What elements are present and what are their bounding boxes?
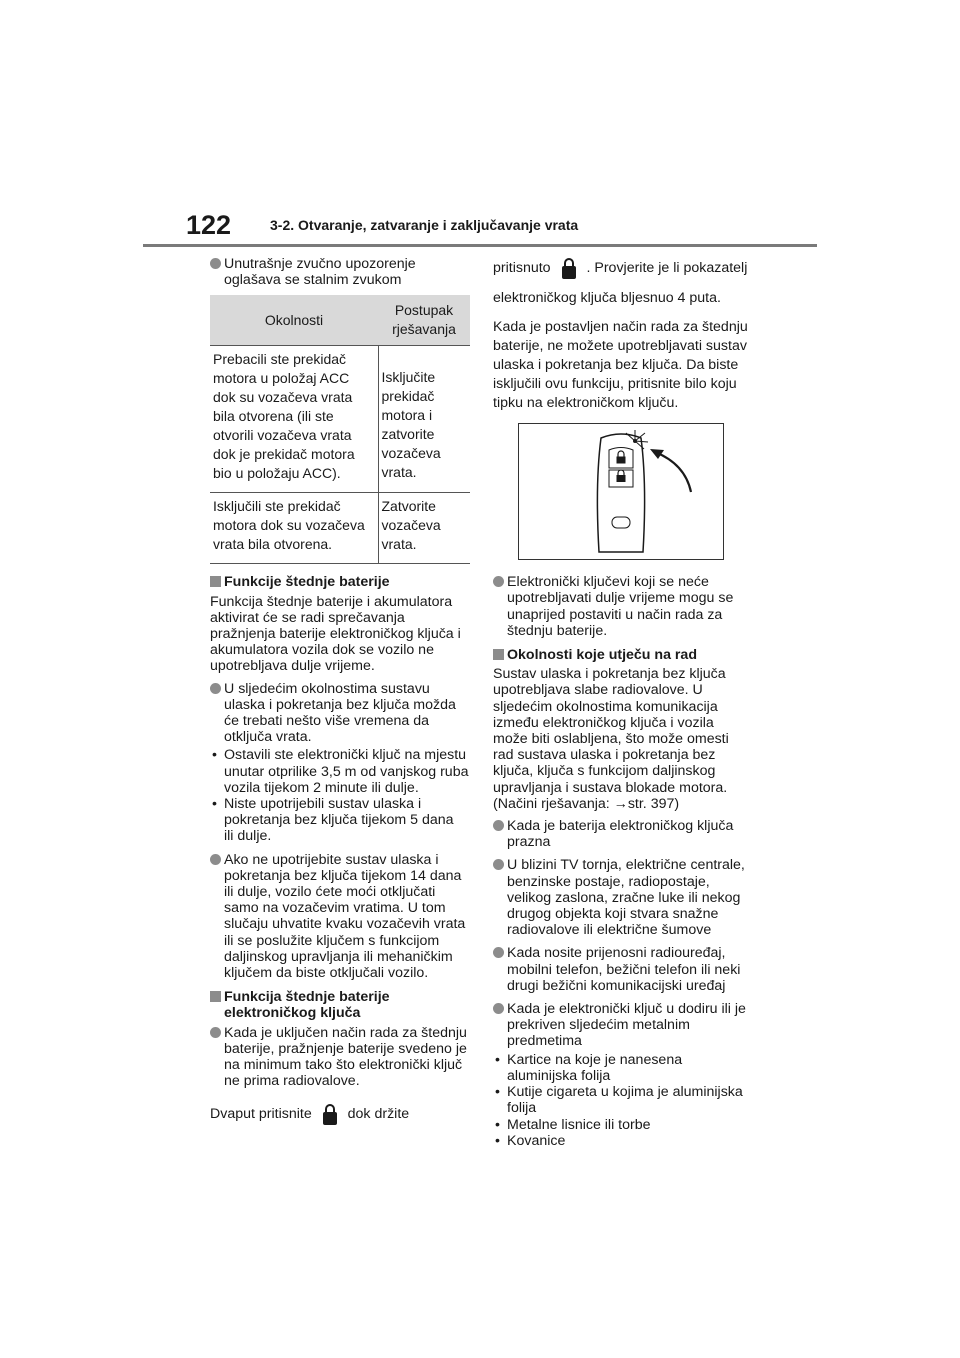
table-cell <box>210 493 378 564</box>
text-line: Zatvorite <box>381 498 436 515</box>
text-line: radiovalove ili električne šumove <box>507 922 712 939</box>
text-line: Elektronički ključevi koji se neće <box>507 574 709 591</box>
header-rule <box>143 244 817 247</box>
circumstances-table <box>210 295 470 564</box>
text-line: U blizini TV tornja, električne centrale, <box>507 857 745 874</box>
text-line: bila otvorena (ili ste <box>213 408 334 425</box>
bullet-item <box>493 945 751 994</box>
text-line: vrata. <box>381 464 417 481</box>
text-line: pražnjenja baterije elektroničkog ključa i <box>210 626 461 643</box>
text-line: baterije, ne možete upotrebljavati sustav <box>493 338 747 355</box>
table-header-circumstances: Okolnosti <box>210 295 378 346</box>
table-cell <box>210 346 378 493</box>
heading-text: elektroničkog ključa <box>224 1005 361 1022</box>
table-cell <box>378 493 470 564</box>
text-span: . Provjerite je li pokazatelj <box>586 259 748 276</box>
circle-bullet-icon <box>493 820 504 831</box>
table-cell <box>378 346 470 493</box>
sub-list <box>210 747 470 844</box>
dot-marker-icon: • <box>212 796 217 813</box>
circle-bullet-icon <box>210 683 221 694</box>
text-line: tipku na elektroničkom ključu. <box>493 395 679 412</box>
section-heading <box>493 647 751 663</box>
text-line: ključa, ključa s funkcijom daljinskog <box>493 763 716 780</box>
table-row <box>210 493 470 564</box>
text-line: dok su vozačeva vrata <box>213 389 353 406</box>
key-fob-figure <box>518 423 724 560</box>
text-line: upotrebljavati dulje vrijeme mogu se <box>507 590 734 607</box>
text-line: upotrebljava dulje vrijeme. <box>210 658 375 675</box>
text-line: unaprijed postaviti u način rada za <box>507 606 723 623</box>
circle-bullet-icon <box>210 258 221 269</box>
sub-list-item <box>493 1052 751 1084</box>
page-reference[interactable]: (Načini rješavanja: →str. 397) <box>493 795 680 812</box>
text-line: otključa vrata. <box>224 729 312 746</box>
paragraph <box>210 1102 470 1126</box>
text-line: rad sustava ulaska i pokretanja bez <box>493 747 716 764</box>
text-line: na minimum tako što elektronički ključ <box>224 1057 463 1074</box>
text-line: će trebati nešto više vremena da <box>224 713 430 730</box>
chapter-title: 3-2. Otvaranje, zatvaranje i zaključavanje vrata <box>270 217 579 233</box>
text-line: Ostavili ste elektronički ključ na mjestu <box>224 747 467 764</box>
section-heading <box>210 574 470 590</box>
text-line: predmetima <box>507 1033 582 1050</box>
text-line: štednju baterije. <box>507 622 608 639</box>
text-line: sljedećim okolnostima komunikacija <box>493 698 718 715</box>
bullet-item <box>210 1025 470 1090</box>
electronic-key-illustration <box>519 424 723 559</box>
heading-text: Okolnosti koje utječu na rad <box>507 647 697 664</box>
text-line: Funkcija štednje baterije i akumulatora <box>210 593 453 610</box>
text-line: ulaska i pokretanja bez ključa možda <box>224 696 456 713</box>
bullet-item <box>210 852 470 982</box>
text-line: otvorili vozačeva vrata <box>213 427 352 444</box>
heading-text: Funkcija štednje baterije <box>224 989 390 1006</box>
text-line: samo na vozačevim vratima. U tom <box>224 900 446 917</box>
text-line: motora dok su vozačeva <box>213 517 365 534</box>
circle-bullet-icon <box>493 859 504 870</box>
text-line: između elektroničkog ključa i vozila <box>493 714 714 731</box>
text-line: motora u položaj ACC <box>213 370 350 387</box>
text-line: Postupak <box>394 302 454 319</box>
text-line: vozačeva <box>381 445 441 462</box>
text-line: drugi bežični komunikacijski uređaj <box>507 977 726 994</box>
bullet-item <box>493 818 751 850</box>
text-line: upravljanja i sustava blokade motora. <box>493 779 728 796</box>
page-number: 122 <box>186 210 232 240</box>
sub-list <box>493 1052 751 1149</box>
sub-list-item <box>493 1133 751 1149</box>
left-column <box>210 256 470 1132</box>
dot-marker-icon: • <box>495 1051 500 1068</box>
text-line: ne prima radiovalove. <box>224 1073 360 1090</box>
text-line: prekidač <box>381 388 435 405</box>
text-line: Isključite <box>381 369 436 386</box>
section-heading <box>210 989 470 1021</box>
sub-list-item <box>210 796 470 845</box>
sub-list-item <box>493 1084 751 1116</box>
text-line: daljinskog upravljanja ili mehaničkim <box>224 948 453 965</box>
text-line: motora i <box>381 407 433 424</box>
text-line: Kovanice <box>507 1132 566 1149</box>
text-line: velikog zaslona, zračne luke ili nekog <box>507 889 741 906</box>
right-column <box>493 256 751 1156</box>
bullet-item <box>210 256 470 288</box>
text-line: dok je prekidač motora <box>213 446 355 463</box>
text-line: oglašava se stalnim zvukom <box>224 272 402 289</box>
text-span: dok držite <box>347 1105 410 1122</box>
text-line: vozačeva <box>381 517 441 534</box>
table-header-remedy <box>378 295 470 346</box>
text-line: pokretanja bez ključa tijekom 5 dana <box>224 812 454 829</box>
circle-bullet-icon <box>210 1027 221 1038</box>
text-line: ili se poslužite ključem s funkcijom <box>224 932 440 949</box>
sub-list-item <box>493 1117 751 1133</box>
bullet-item <box>493 574 751 639</box>
text-line: isključili ovu funkciju, pritisnite bilo koju <box>493 376 737 393</box>
text-line: ili dulje, vozilo ćete moći otključati <box>224 884 436 901</box>
text-line: vrata bila otvorena. <box>213 536 333 553</box>
circle-bullet-icon <box>493 1003 504 1014</box>
text-line: aluminijska folija <box>507 1067 611 1084</box>
text-line: elektroničkog ključa bljesnuo 4 puta. <box>493 290 721 306</box>
lock-button-icon <box>561 256 577 280</box>
text-line: U sljedećim okolnostima sustavu <box>224 680 430 697</box>
text-line: Niste upotrijebili sustav ulaska i <box>224 796 422 813</box>
circle-bullet-icon <box>493 576 504 587</box>
text-line: Kartice na koje je nanesena <box>507 1051 683 1068</box>
square-heading-icon <box>210 576 221 587</box>
text-line: Kada je uključen način rada za štednju <box>224 1024 467 1041</box>
text-line: ulaska i pokretanja bez ključa. Da biste <box>493 357 739 374</box>
text-line: Unutrašnje zvučno upozorenje <box>224 256 416 272</box>
text-line: mobilni telefon, bežični telefon ili neki <box>507 961 741 978</box>
paragraph <box>493 666 751 812</box>
lock-button-icon <box>322 1102 338 1126</box>
text-line: benzinske postaje, radiopostaje, <box>507 873 710 890</box>
square-heading-icon <box>210 991 221 1002</box>
text-line: vrata. <box>381 536 417 553</box>
text-line: Kada je postavljen način rada za štednju <box>493 319 748 336</box>
text-line: prazna <box>507 834 551 851</box>
text-line: Kada nosite prijenosni radiouređaj, <box>507 945 726 962</box>
text-line: Sustav ulaska i pokretanja bez ključa <box>493 666 726 683</box>
sub-list-item <box>210 747 470 796</box>
text-line: Metalne lisnice ili torbe <box>507 1116 651 1133</box>
text-line: Kutije cigareta u kojima je aluminijska <box>507 1084 743 1101</box>
text-line: vozila tijekom 2 minute ili dulje. <box>224 779 419 796</box>
bullet-item <box>210 681 470 746</box>
circle-bullet-icon <box>493 947 504 958</box>
dot-marker-icon: • <box>495 1084 500 1101</box>
paragraph <box>210 594 470 675</box>
table-row <box>210 346 470 493</box>
bullet-item <box>493 1001 751 1050</box>
text-line: upotrebljava slabe radiovalove. U <box>493 682 703 699</box>
text-line: pokretanja bez ključa tijekom 14 dana <box>224 867 462 884</box>
square-heading-icon <box>493 649 504 660</box>
text-line: baterije, pražnjenje baterije svedeno je <box>224 1040 467 1057</box>
text-line: Prebacili ste prekidač <box>213 351 347 368</box>
text-line: Kada je baterija elektroničkog ključa <box>507 818 734 835</box>
text-line: aktivirat će se radi sprečavanja <box>210 609 405 626</box>
text-line: ključem da biste otključali vozilo. <box>224 965 429 982</box>
dot-marker-icon: • <box>495 1132 500 1149</box>
bullet-item <box>493 857 751 938</box>
text-line: drugog objekta koji stvara snažne <box>507 906 719 923</box>
text-line: Isključili ste prekidač <box>213 498 341 515</box>
paragraph <box>493 256 751 306</box>
text-span: pritisnuto <box>493 259 551 276</box>
heading-text: Funkcije štednje baterije <box>224 574 390 591</box>
text-line: rješavanja <box>392 321 456 338</box>
text-line: akumulatora vozila dok se vozilo ne <box>210 642 434 659</box>
text-line: bio u položaju ACC). <box>213 465 341 482</box>
dot-marker-icon: • <box>212 747 217 764</box>
text-span: Dvaput pritisnite <box>210 1105 312 1122</box>
text-line: prekriven sljedećim metalnim <box>507 1017 690 1034</box>
text-line: ili dulje. <box>224 828 272 845</box>
text-line: Kada je elektronički ključ u dodiru ili je <box>507 1001 746 1018</box>
text-line: unutar otprilike 3,5 m od vanjskog ruba <box>224 763 469 780</box>
text-line: folija <box>507 1100 537 1117</box>
circle-bullet-icon <box>210 854 221 865</box>
text-line: zatvorite <box>381 426 435 443</box>
paragraph <box>493 318 751 413</box>
dot-marker-icon: • <box>495 1116 500 1133</box>
text-line: može biti oslabljena, što može omesti <box>493 731 729 748</box>
text-line: slučaju uhvatite kvaku vozačevih vrata <box>224 916 466 933</box>
text-line: Ako ne upotrijebite sustav ulaska i <box>224 851 439 868</box>
